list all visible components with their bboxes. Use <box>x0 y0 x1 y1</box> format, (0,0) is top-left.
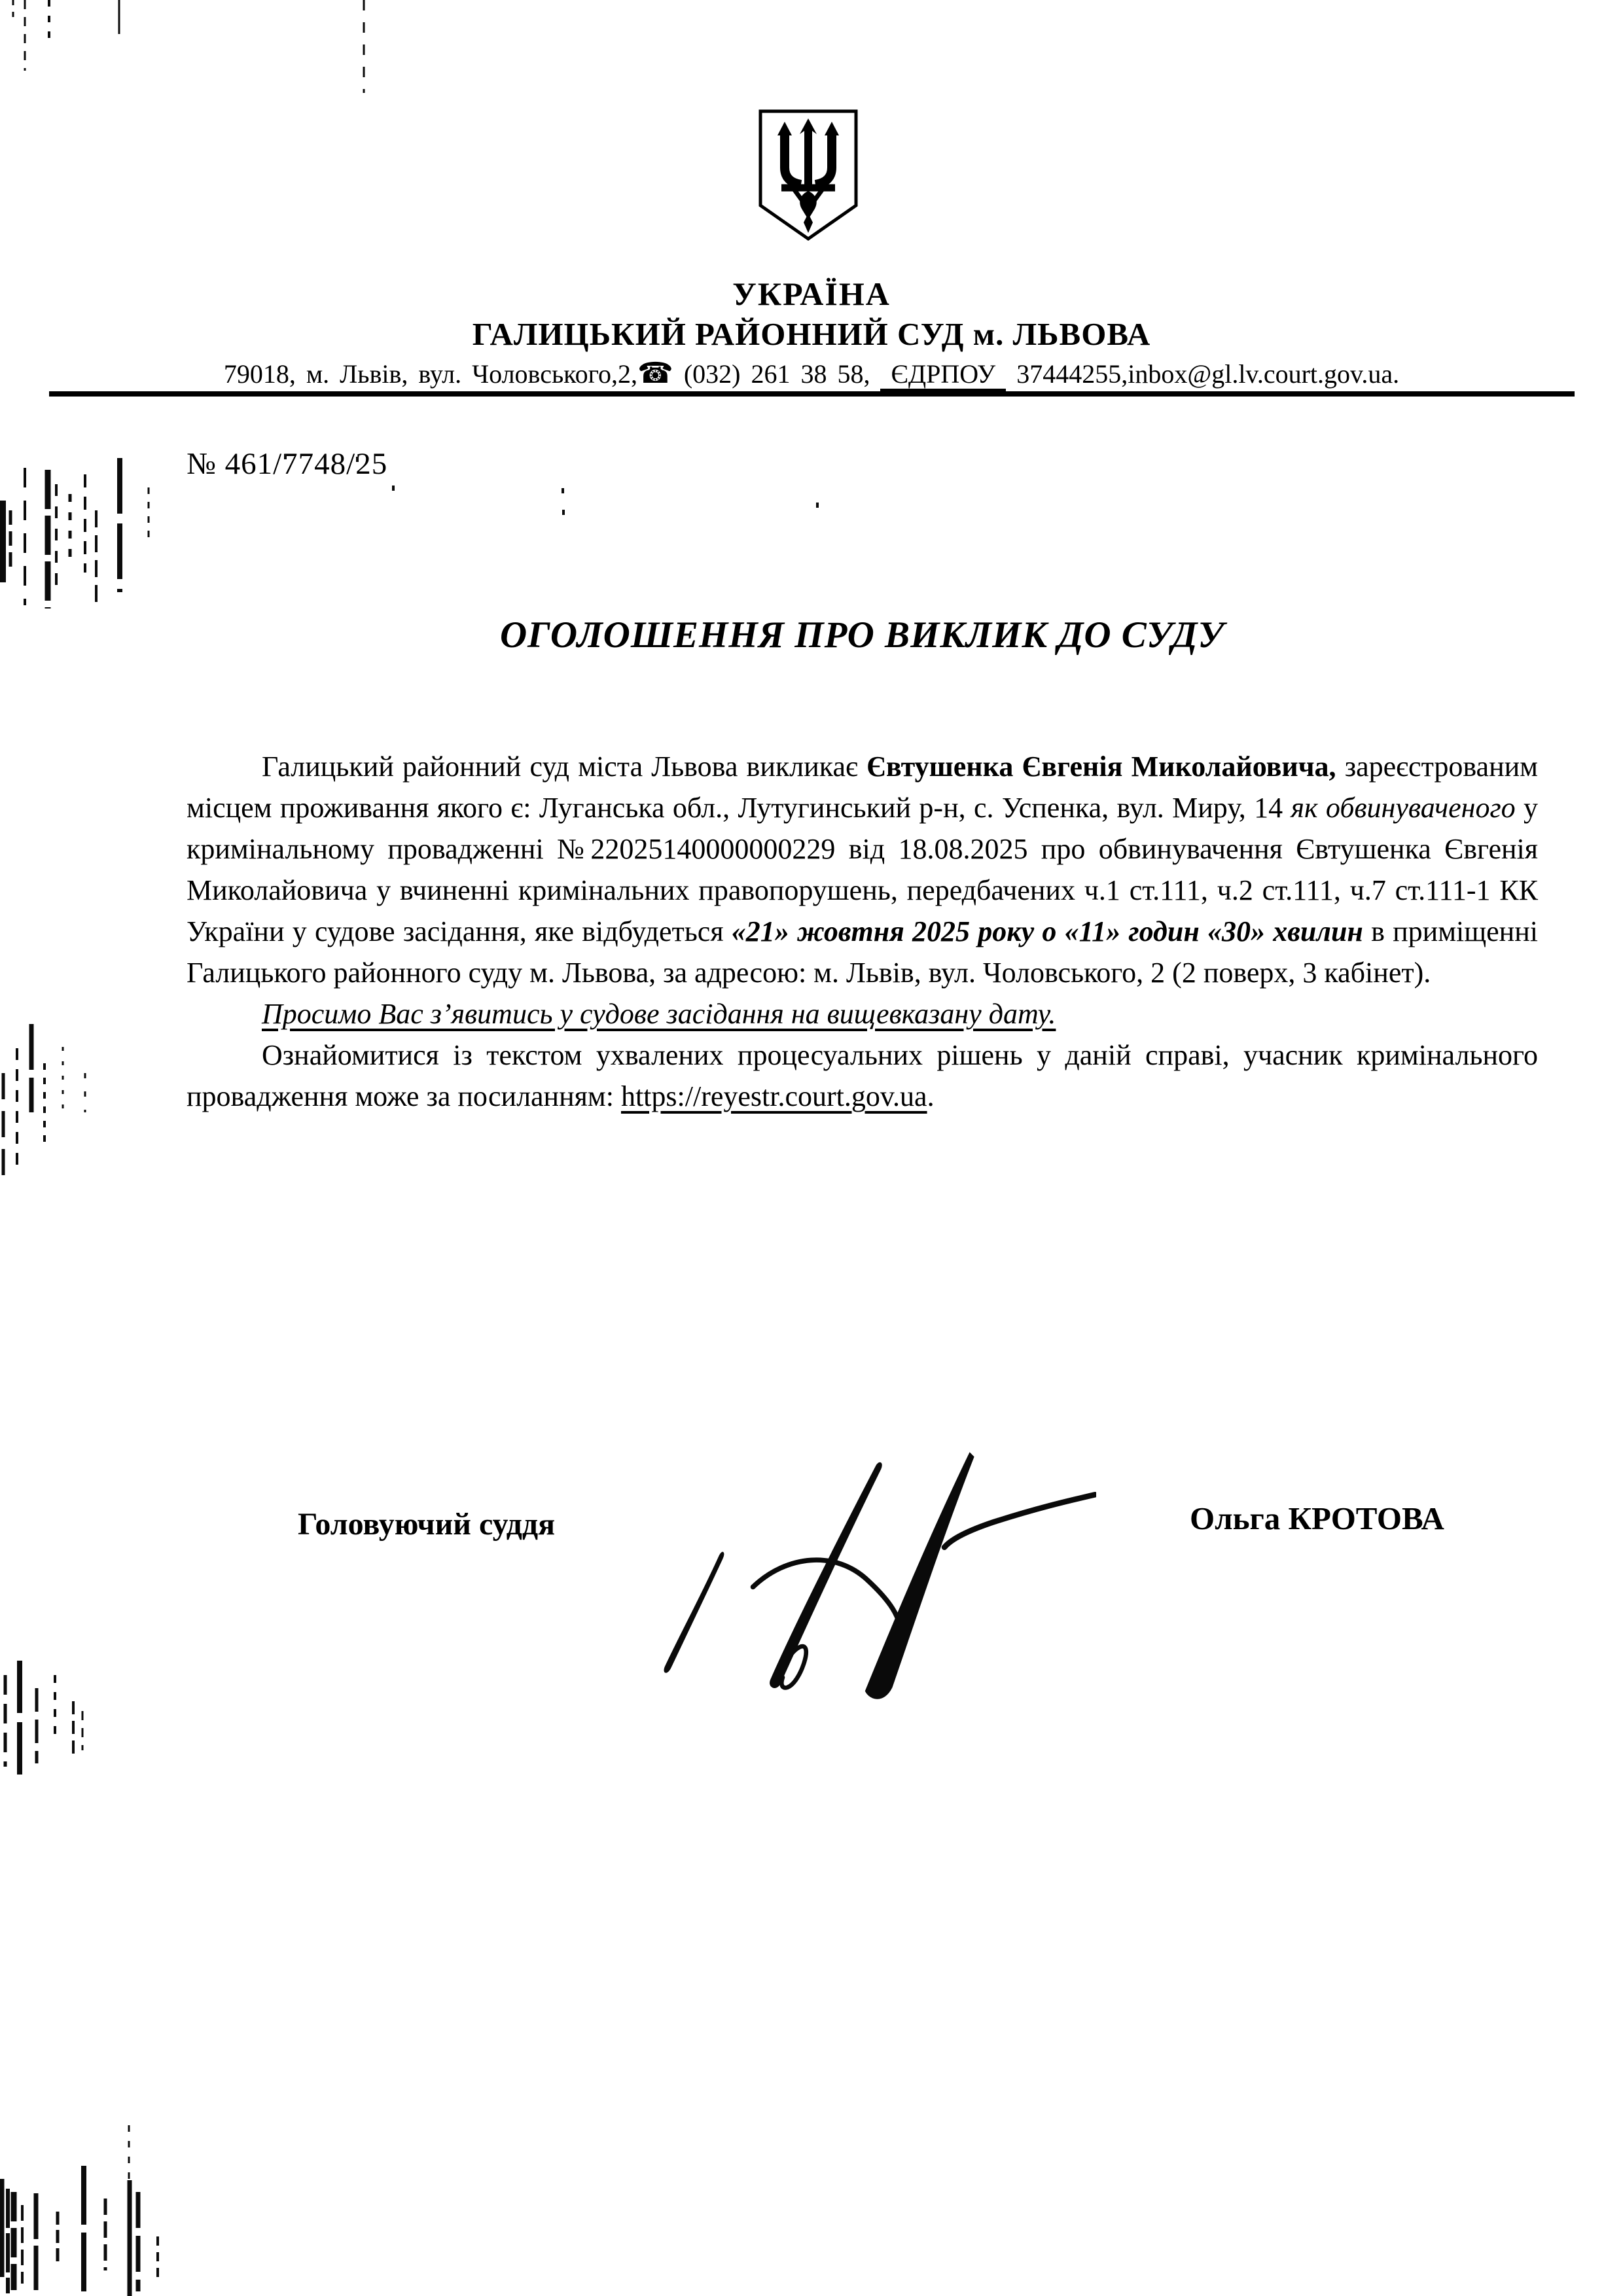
paragraph-summons <box>187 746 1538 993</box>
edrpou-label: ЄДРПОУ <box>880 359 1006 391</box>
judge-name: Ольга КРОТОВА <box>1190 1500 1444 1536</box>
phone-icon: ☎ <box>637 357 673 389</box>
document-title: ОГОЛОШЕННЯ ПРО ВИКЛИК ДО СУДУ <box>499 614 1225 656</box>
document-body <box>187 746 1538 1117</box>
signature-role-label: Головуючий суддя <box>298 1507 556 1542</box>
body-run: у кримінальному провадженні №22025140000000229 від 18.08.2025 про обвинувачення Євтушенка Євгенія Миколайовича у вчиненні кримінальних правопорушень, передбачених ч.1 ст.111, ч.2 ст.111, ч.7 ст.111-1 КК України у судове засідання, яке відбудеться <box>187 792 1539 947</box>
registry-link[interactable]: https://reyestr.court.gov.ua <box>620 1080 927 1112</box>
coat-of-arms-ukraine-icon <box>757 109 860 242</box>
body-run: Ознайомитися із текстом ухвалених процесуальних рішень у даній справі, учасник кримінального провадження може за посиланням: <box>187 1039 1538 1112</box>
defendant-name: Євтушенка Євгенія Миколайовича, <box>866 751 1336 783</box>
hearing-date-time: «21» жовтня 2025 року о «11» годин «30» хвилин <box>731 915 1363 947</box>
court-address-line <box>26 359 1597 389</box>
country-name: УКРАЇНА <box>732 275 891 312</box>
body-run: Галицький районний суд міста Львова викликає <box>262 751 867 783</box>
court-name: ГАЛИЦЬКИЙ РАЙОННИЙ СУД м. ЛЬВОВА <box>472 316 1151 352</box>
paragraph-request <box>187 993 1538 1034</box>
judge-signature-icon <box>632 1407 1096 1718</box>
address-part1: 79018, м. Львів, вул. Чоловського,2, <box>223 359 637 389</box>
header-divider-rule <box>49 391 1575 397</box>
body-run: в приміщенні Галицького районного суду м. Львова, за адресою: м. Львів, вул. Чоловського, 2 (2 поверх, 3 кабінет). <box>187 915 1538 989</box>
address-part3: 37444255,inbox@gl.lv.court.gov.ua. <box>1006 359 1400 389</box>
body-run: як обвинуваченого <box>1291 792 1516 824</box>
appearance-request: Просимо Вас з’явитись у судове засідання на вищевказану дату. <box>262 998 1056 1030</box>
address-phone-number: (032) 261 38 58, <box>673 359 881 389</box>
paragraph-registry <box>187 1034 1538 1117</box>
case-number: № 461/7748/25 <box>187 447 388 481</box>
body-run: . <box>927 1080 935 1112</box>
body-run: зареєстрованим місцем проживання якого є: Луганська обл., Лутугинський р-н, с. Успенка, вул. Миру, 14 <box>187 751 1539 824</box>
